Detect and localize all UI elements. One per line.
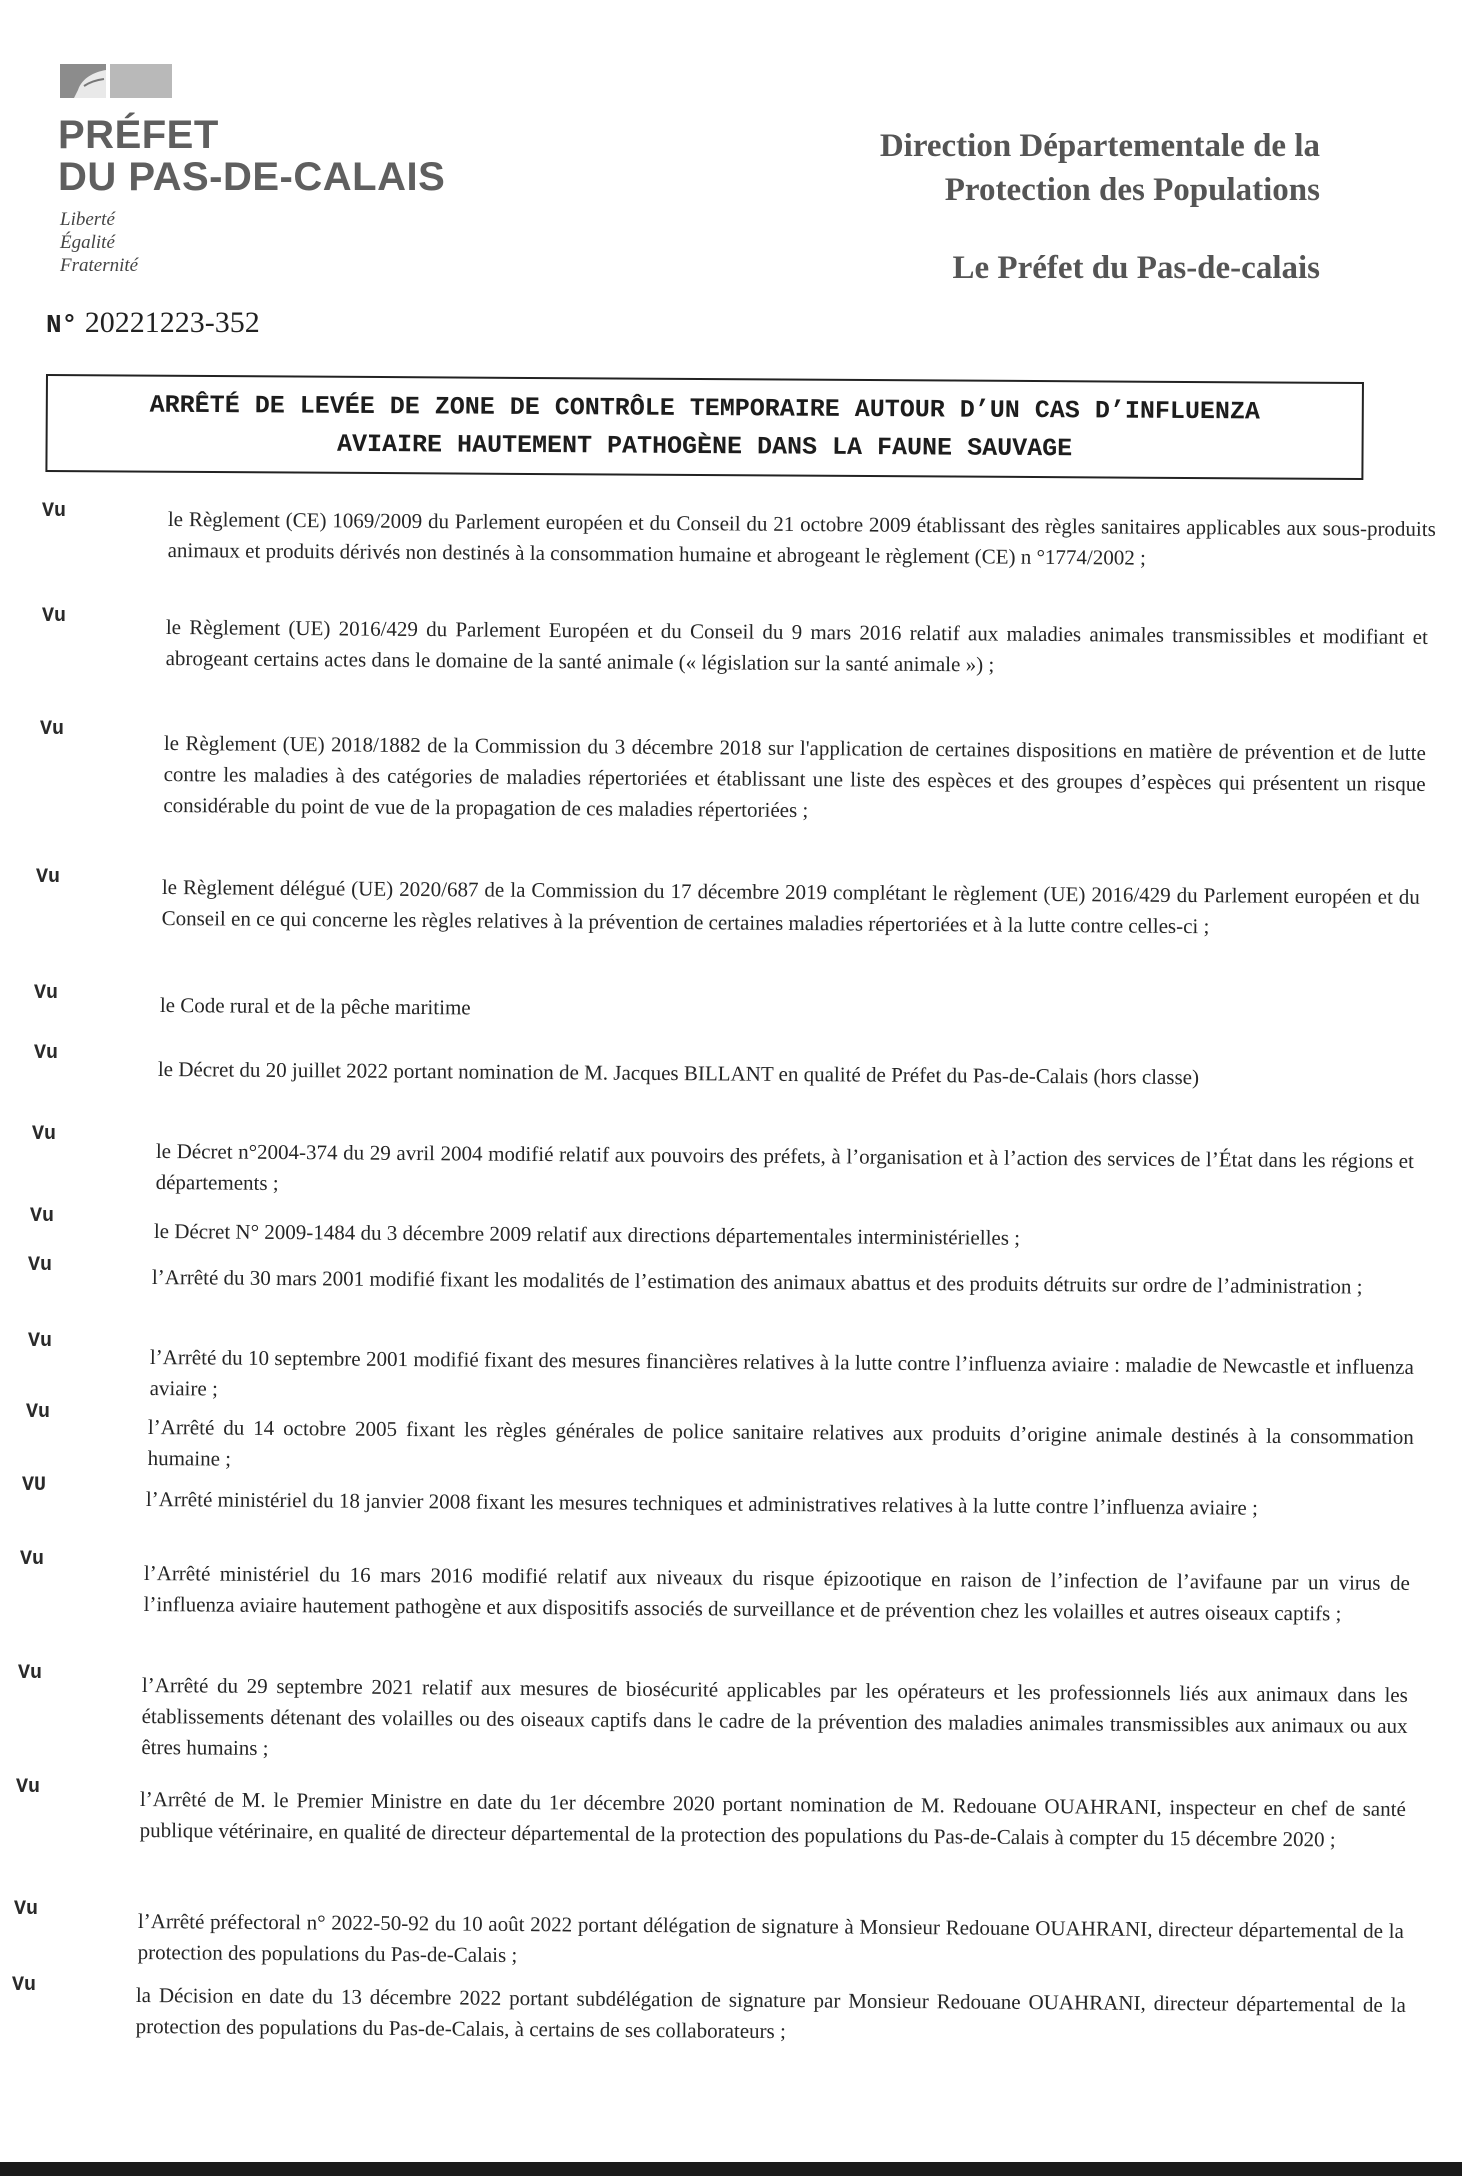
consideration-text: la Décision en date du 13 décembre 2022 portant subdélégation de signature par Monsieur Redouane OUAHRANI, directeur départemental de la protection des populations du Pas-de-Calais, à certains de ses collaborateurs ; [135, 1982, 1406, 2044]
vu-label: Vu [26, 1401, 51, 1424]
vu-label: Vu [18, 1662, 43, 1685]
title-line-1: ARRÊTÉ DE LEVÉE DE ZONE DE CONTRÔLE TEMPORAIRE AUTOUR D’UN CAS D’INFLUENZA [149, 390, 1260, 427]
consideration-text: le Décret N° 2009-1484 du 3 décembre 2009 relatif aux directions départementales interministérielles ; [153, 1218, 1021, 1250]
consideration-text: l’Arrêté préfectoral n° 2022-50-92 du 10 août 2022 portant délégation de signature à Monsieur Redouane OUAHRANI, directeur départemental de la protection des populations du Pas-de-Calais ; [137, 1908, 1404, 1967]
consideration-text: l’Arrêté du 14 octobre 2005 fixant les règles générales de police sanitaire relatives aux produits d’origine animale destinés à la consommation humaine ; [147, 1414, 1414, 1471]
service-line-2: Protection des Populations [944, 172, 1320, 208]
consideration-text: l’Arrêté du 10 septembre 2001 modifié fixant des mesures financières relatives à la lutte contre l’influenza aviaire : maladie de Newcastle et influenza aviaire ; [149, 1344, 1414, 1401]
vu-label: Vu [36, 866, 61, 889]
consideration-text: l’Arrêté du 30 mars 2001 modifié fixant les modalités de l’estimation des animaux abattus et des produits détruits sur ordre de l’administration ; [151, 1264, 1363, 1299]
consideration-text: le Décret n°2004-374 du 29 avril 2004 modifié relatif aux pouvoirs des préfets, à l’organisation et à l’action des services de l’État dans les régions et départements ; [155, 1138, 1414, 1195]
consideration-text: le Règlement (UE) 2016/429 du Parlement Européen et du Conseil du 9 mars 2016 relatif aux maladies animales transmissibles et modifiant et abrogeant certains actes dans le domaine de la santé animale (« législation sur la santé animale ») ; [165, 614, 1428, 677]
vu-label: Vu [42, 500, 67, 523]
vu-label: Vu [14, 1898, 39, 1921]
consideration-text: l’Arrêté du 29 septembre 2021 relatif aux mesures de biosécurité applicables par les opérateurs et les professionnels liés aux animaux dans les établissements détenant des volailles ou des oiseaux captifs dans le cadre de la prévention des maladies animales transmissibles aux animaux ou aux êtres humains ; [141, 1672, 1408, 1760]
number-value: 20221223-352 [84, 306, 260, 339]
vu-label: Vu [30, 1205, 55, 1228]
vu-label: Vu [20, 1548, 45, 1571]
vu-label: Vu [28, 1330, 53, 1353]
vu-label: Vu [12, 1974, 37, 1997]
vu-label: Vu [40, 718, 65, 741]
prefet-line-2: DU PAS-DE-CALAIS [58, 155, 446, 199]
service-name [880, 124, 1320, 212]
vu-label: Vu [34, 982, 59, 1005]
vu-label: Vu [32, 1123, 57, 1146]
consideration-text: le Règlement (CE) 1069/2009 du Parlement européen et du Conseil du 21 octobre 2009 établissant des règles sanitaires applicables aux sous-produits animaux et produits dérivés non destinés à la consommation humaine et abrogeant le règlement (CE) n °1774/2002 ; [167, 506, 1436, 570]
number-prefix: N° [46, 310, 78, 340]
consideration-text: l’Arrêté de M. le Premier Ministre en date du 1er décembre 2020 portant nomination de M. Redouane OUAHRANI, inspecteur en chef de santé publique vétérinaire, en qualité de directeur départemental de la protection des populations du Pas-de-Calais à compter du 15 décembre 2020 ; [139, 1786, 1406, 1852]
prefet-title: Le Préfet du Pas-de-calais [952, 250, 1320, 286]
arrete-title-box [45, 374, 1364, 480]
consideration-text: le Décret du 20 juillet 2022 portant nomination de M. Jacques BILLANT en qualité de Préfet du Pas-de-Calais (hors classe) [157, 1056, 1200, 1090]
consideration-text: le Règlement (UE) 2018/1882 de la Commission du 3 décembre 2018 sur l'application de certaines dispositions en matière de prévention et de lutte contre les maladies à des catégories de maladies répertoriées et établissant une liste des espèces et des groupes d’espèces qui présentent un risque considérable du point de vue de la propagation de ces maladies répertoriées ; [163, 730, 1426, 823]
motto-fraternite: Fraternité [60, 255, 139, 276]
republic-motto [60, 208, 138, 277]
vu-label: Vu [42, 605, 67, 628]
motto-liberte: Liberté [60, 209, 115, 230]
consideration-text: l’Arrêté ministériel du 18 janvier 2008 fixant les mesures techniques et administratives relatives à la lutte contre l’influenza aviaire ; [145, 1486, 1258, 1520]
consideration-text: le Règlement délégué (UE) 2020/687 de la Commission du 17 décembre 2019 complétant le règlement (UE) 2016/429 du Parlement européen et du Conseil en ce qui concerne les règles relatives à la prévention de certaines maladies répertoriées et à la lutte contre celles-ci ; [161, 874, 1420, 939]
vu-label: Vu [28, 1254, 53, 1277]
prefet-line-1: PRÉFET [58, 113, 219, 157]
prefet-wordmark [58, 114, 445, 198]
arrete-number [46, 306, 260, 340]
vu-label: Vu [16, 1776, 41, 1799]
motto-egalite: Égalité [60, 232, 115, 253]
vu-label: Vu [34, 1042, 59, 1065]
service-line-1: Direction Départementale de la [879, 128, 1320, 164]
scan-bottom-edge [0, 2162, 1462, 2176]
consideration-text: l’Arrêté ministériel du 16 mars 2016 modifié relatif aux niveaux du risque épizootique en raison de l’infection de l’avifaune par un virus de l’influenza aviaire hautement pathogène et aux dispositifs associés de surveillance et de prévention chez les volailles et autres oiseaux captifs ; [143, 1560, 1410, 1626]
title-line-2: AVIAIRE HAUTEMENT PATHOGÈNE DANS LA FAUNE SAUVAGE [336, 429, 1073, 464]
marianne-logo [60, 64, 172, 98]
consideration-text: le Code rural et de la pêche maritime [159, 992, 471, 1020]
vu-label: VU [22, 1474, 47, 1497]
